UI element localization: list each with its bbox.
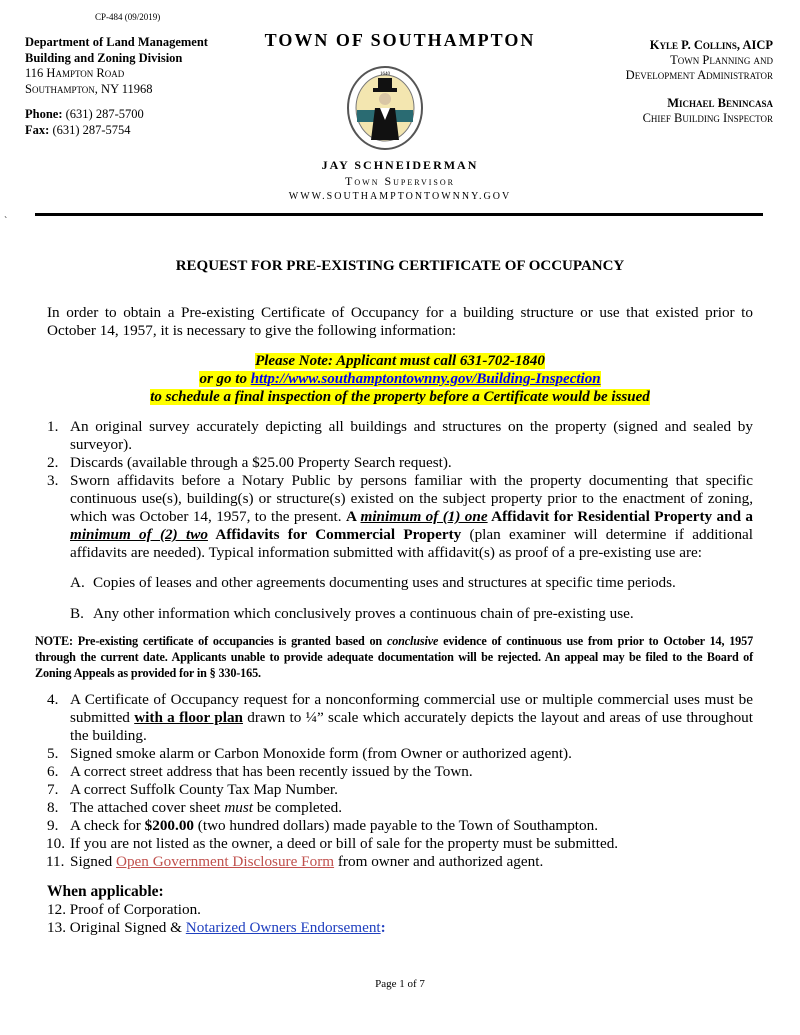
address-line2: Southampton, NY 11968	[25, 81, 153, 96]
item-number: 10.	[46, 835, 65, 852]
requirements-list	[47, 418, 753, 562]
address-line1: 116 Hampton Road	[25, 66, 125, 80]
page-number: Page 1 of 7	[375, 978, 425, 990]
item-bold: minimum of (2) two	[70, 526, 208, 543]
website: WWW.SOUTHAMPTONTOWNNY.GOV	[288, 191, 512, 202]
note-text: NOTE: Pre-existing certificate of occupancies is granted based on	[35, 634, 387, 648]
item-text: Discards (available through a $25.00 Property Search request).	[70, 454, 452, 471]
item-bold: A	[345, 508, 361, 525]
item-text: Any other information which conclusively proves a continuous chain of pre-existing use.	[93, 605, 634, 622]
item-bold: Affidavits for Commercial Property	[207, 526, 462, 543]
list-item	[47, 691, 753, 745]
item-text: Proof of Corporation.	[69, 901, 201, 918]
item-number: 2.	[47, 454, 59, 471]
item-text: Original Signed &	[69, 919, 186, 936]
division-name: Building and Zoning Division	[25, 50, 183, 65]
official1-title1: Town Planning and	[670, 53, 773, 67]
item-text: be completed.	[253, 799, 343, 816]
supervisor-title: Town Supervisor	[345, 174, 455, 188]
item-bold: Affidavit for Residential Property and a	[487, 508, 753, 525]
item-text: drawn to ¼” scale which accurately depicts the layout and areas of use throughout the building.	[70, 709, 753, 744]
officials-info	[626, 38, 773, 126]
item-emphasis: must	[224, 799, 254, 816]
list-item	[47, 835, 753, 853]
when-applicable-heading: When applicable:	[47, 883, 164, 900]
item-text: from owner and authorized agent.	[334, 853, 544, 870]
item-number: 13.	[47, 919, 66, 936]
item-text: The attached cover sheet	[70, 799, 225, 816]
town-name: TOWN OF SOUTHAMPTON	[264, 30, 536, 50]
item-number: 7.	[47, 781, 59, 798]
intro-paragraph: In order to obtain a Pre-existing Certificate of Occupancy for a building structure or use that existed prior to October 14, 1957, it is necessary to give the following information:	[47, 304, 753, 339]
requirements-list-continued	[47, 691, 753, 871]
document-body	[35, 257, 754, 937]
item-number: 12.	[47, 901, 66, 918]
list-item	[47, 418, 753, 454]
list-item	[47, 919, 753, 937]
note-text: evidence of continuous use from prior to October 14, 1957 through the current date. Applicants unable to provide adequate documentation will be rejected. An appeal may be filed to the Board of Zoning Appeals as provided for in § 330-165.	[35, 634, 754, 680]
item-number: 4.	[47, 691, 59, 708]
official1-title2: Development Administrator	[625, 68, 773, 82]
list-item	[47, 853, 753, 871]
item-number: 9.	[47, 817, 59, 834]
notice-line2: or go to	[199, 371, 251, 387]
item-number: 3.	[47, 472, 59, 489]
list-item	[47, 472, 753, 562]
seal-year: 1640	[380, 72, 390, 77]
stray-mark: `	[4, 216, 8, 227]
disclosure-form-link[interactable]: Open Government Disclosure Form	[116, 853, 335, 870]
list-item	[47, 901, 753, 919]
item-text: Signed	[70, 853, 116, 870]
item-text: Sworn affidavits before a Notary Public by persons familiar with the property documenting that specific continuous use(s), building(s) or structure(s) existed on the subject property prior to the enactment of zoning, which was October 14, 1957, to the present.	[70, 472, 753, 525]
inspection-notice	[47, 352, 753, 406]
list-item	[47, 454, 753, 472]
list-item	[47, 799, 753, 817]
item-number: 5.	[47, 745, 59, 762]
list-item	[47, 745, 753, 763]
header-divider	[35, 213, 763, 216]
item-text: Copies of leases and other agreements documenting uses and structures at specific time periods.	[93, 574, 676, 591]
building-inspection-link[interactable]: http://www.southamptontownny.gov/Building-Inspection	[250, 371, 601, 387]
item-number: 8.	[47, 799, 59, 816]
supervisor-block	[0, 157, 800, 205]
fax-label: Fax:	[25, 122, 50, 137]
item-letter: A.	[70, 574, 85, 591]
item-bold: minimum of (1) one	[360, 508, 488, 525]
item-text: A check for	[70, 817, 145, 834]
item-text: Signed smoke alarm or Carbon Monoxide form (from Owner or authorized agent).	[70, 745, 572, 762]
town-seal-logo	[333, 66, 437, 155]
phone	[25, 107, 208, 123]
item-text: If you are not listed as the owner, a deed or bill of sale for the property must be submitted.	[70, 835, 619, 852]
item-text: A Certificate of Occupancy request for a nonconforming commercial use or multiple commercial uses must be submitted	[70, 691, 753, 726]
item-text: (plan examiner will determine if additional affidavits are needed). Typical information submitted with affidavit(s) as proof of a pre-existing use are:	[70, 526, 753, 561]
applicable-list	[47, 901, 753, 937]
item-text: A correct Suffolk County Tax Map Number.	[70, 781, 338, 798]
list-item	[47, 817, 753, 835]
fax-number: (631) 287-5754	[52, 122, 131, 137]
official1-name: Kyle P. Collins, AICP	[649, 38, 773, 52]
list-item	[47, 781, 753, 799]
item-number: 11.	[46, 853, 65, 870]
item-bold: $200.00	[144, 817, 194, 834]
note-paragraph	[35, 633, 753, 681]
official2-title: Chief Building Inspector	[642, 111, 773, 125]
official2-name: Michael Benincasa	[667, 96, 773, 110]
document-title: REQUEST FOR PRE-EXISTING CERTIFICATE OF OCCUPANCY	[175, 258, 625, 274]
sub-item-a	[70, 574, 753, 592]
item-text: (two hundred dollars) made payable to the Town of Southampton.	[194, 817, 598, 834]
phone-label: Phone:	[25, 107, 63, 121]
fax	[25, 123, 208, 139]
notice-line3: to schedule a final inspection of the property before a Certificate would be issued	[150, 389, 650, 405]
supervisor-name: JAY SCHNEIDERMAN	[321, 158, 479, 172]
notice-line1: Please Note: Applicant must call 631-702-1840	[255, 353, 545, 369]
item-text: An original survey accurately depicting all buildings and structures on the property (signed and sealed by surveyor).	[70, 418, 753, 453]
note-emphasis: conclusive	[386, 634, 439, 648]
item-text: A correct street address that has been recently issued by the Town.	[70, 763, 473, 780]
item-letter: B.	[70, 605, 84, 622]
owners-endorsement-link[interactable]: Notarized Owners Endorsement	[185, 919, 381, 936]
phone-number: (631) 287-5700	[65, 107, 144, 121]
item-number: 1.	[47, 418, 59, 435]
department-name: Department of Land Management	[25, 35, 208, 49]
form-number: CP-484 (09/2019)	[95, 12, 161, 22]
sub-item-b	[70, 605, 753, 623]
list-item	[47, 763, 753, 781]
item-bold: with a floor plan	[134, 709, 243, 726]
item-text: :	[380, 919, 386, 936]
item-number: 6.	[47, 763, 59, 780]
